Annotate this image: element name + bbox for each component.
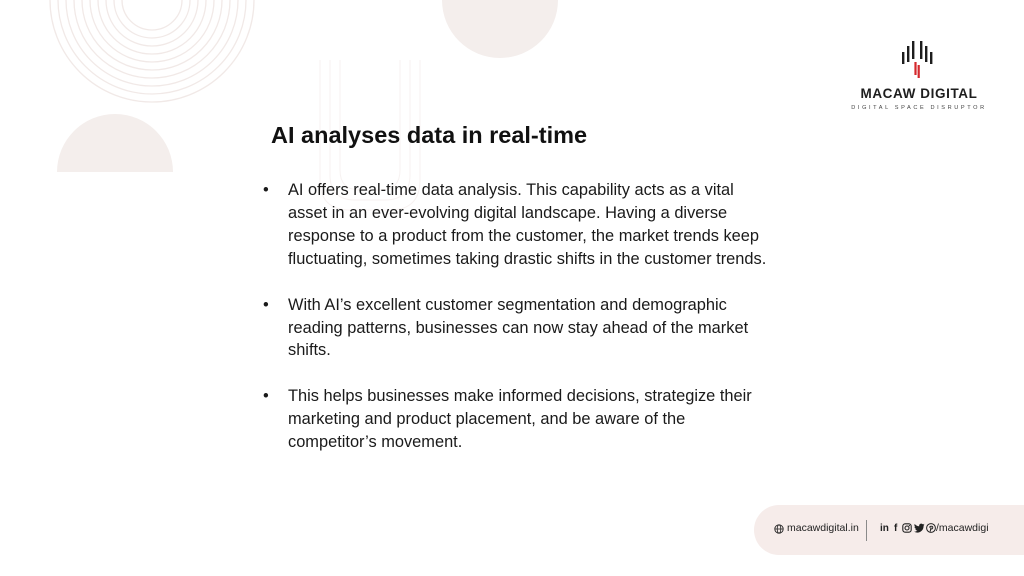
facebook-icon[interactable]: f [894, 523, 898, 534]
bullet-text: AI offers real-time data analysis. This capability acts as a vital asset in an ever-evolving digital landscape. Having a diverse response to a product from the customer, the market trends keep fluctuating, sometimes taking drastic shifts in the customer trends. [288, 181, 767, 268]
footer-contact-bar [754, 505, 1024, 555]
bullet-item [257, 294, 777, 363]
brand-name: MACAW DIGITAL [860, 86, 978, 101]
bullet-dot: • [263, 181, 269, 199]
macaw-logo-icon [898, 38, 938, 80]
bullet-text: This helps businesses make informed decisions, strategize their marketing and product placement, and be aware of the competitor’s movement. [288, 387, 752, 452]
bullet-item [257, 179, 777, 271]
social-handle[interactable]: /macawdigi [936, 522, 989, 534]
decorative-half-circle-left [57, 114, 173, 172]
globe-icon [774, 524, 784, 534]
concentric-arcs [50, 0, 254, 102]
linkedin-icon[interactable]: in [880, 523, 889, 534]
twitter-icon[interactable] [914, 523, 925, 533]
bullet-list [257, 179, 777, 477]
website-link[interactable]: macawdigital.in [787, 522, 859, 534]
bullet-text: With AI’s excellent customer segmentation and demographic reading patterns, businesses can now stay ahead of the market shifts. [288, 295, 749, 360]
bullet-dot: • [263, 387, 269, 406]
macaw-digital-logo [846, 36, 996, 116]
brand-tagline: DIGITAL SPACE DISRUPTOR [851, 105, 987, 111]
bullet-dot: • [263, 295, 269, 314]
footer-divider [866, 520, 867, 541]
decorative-circle-top [442, 0, 558, 58]
bullet-item [257, 385, 777, 454]
slide-title: AI analyses data in real-time [271, 122, 588, 148]
instagram-icon[interactable] [902, 523, 912, 533]
pinterest-icon[interactable] [926, 523, 936, 533]
